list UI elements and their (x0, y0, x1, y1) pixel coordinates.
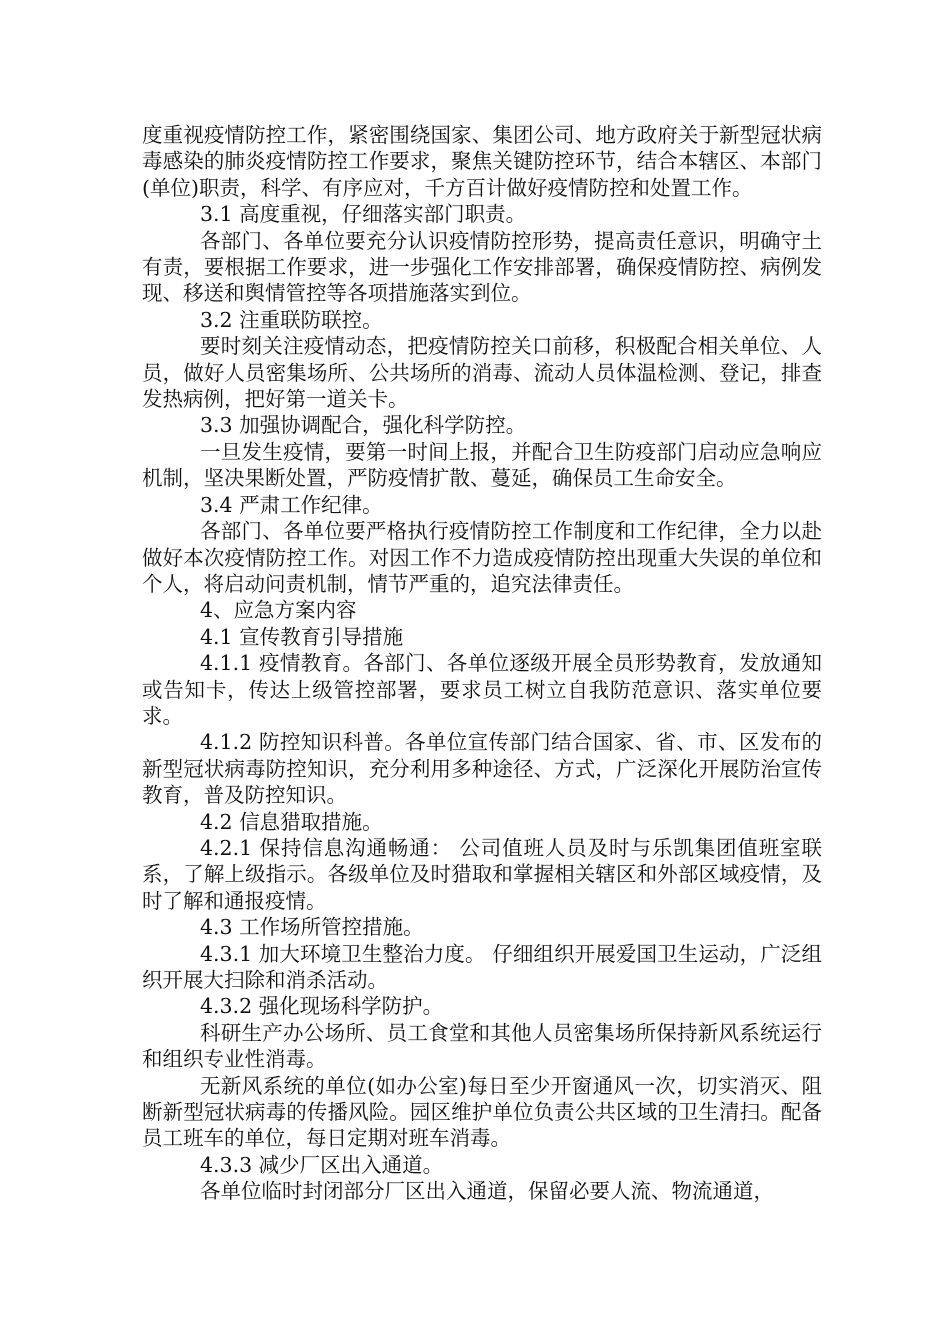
paragraph-4-3-2-body-b: 无新风系统的单位(如办公室)每日至少开窗通风一次，切实消灭、阻断新型冠状病毒的传播风险。园区维护单位负责公共区域的卫生清扫。配备员工班车的单位，每日定期对班车消毒。 (142, 1073, 822, 1151)
heading-3-2: 3.2 注重联防联控。 (200, 307, 383, 332)
document-body (142, 122, 822, 1205)
heading-4-2: 4.2 信息猎取措施。 (200, 809, 383, 834)
paragraph-3-4-body: 各部门、各单位要严格执行疫情防控工作制度和工作纪律，全力以赴做好本次疫情防控工作。对因工作不力造成疫情防控出现重大失误的单位和个人，将启动问责机制，情节严重的，追究法律责任。 (142, 519, 822, 596)
heading-4-1: 4.1 宣传教育引导措施 (200, 624, 404, 649)
paragraph-4-3-3-body: 各单位临时封闭部分厂区出入通道，保留必要人流、物流通道， (200, 1179, 774, 1204)
heading-3-1: 3.1 高度重视，仔细落实部门职责。 (200, 202, 527, 227)
paragraph-3-1-body: 各部门、各单位要充分认识疫情防控形势，提高责任意识，明确守土有责，要根据工作要求，进一步强化工作安排部署，确保疫情防控、病例发现、移送和舆情管控等各项措施落实到位。 (142, 228, 822, 306)
paragraph-4-1-2: 4.1.2 防控知识科普。各单位宣传部门结合国家、省、市、区发布的新型冠状病毒防控知识，充分利用多种途径、方式，广泛深化开展防治宣传教育，普及防控知识。 (142, 730, 822, 808)
paragraph-continuation: 度重视疫情防控工作，紧密围绕国家、集团公司、地方政府关于新型冠状病毒感染的肺炎疫情防控工作要求，聚焦关键防控环节，结合本辖区、本部门(单位)职责，科学、有序应对，千方百计做好疫情防控和处置工作。 (142, 123, 822, 200)
paragraph-3-2-body: 要时刻关注疫情动态，把疫情防控关口前移，积极配合相关单位、人员，做好人员密集场所、公共场所的消毒、流动人员体温检测、登记，排查发热病例，把好第一道关卡。 (142, 334, 822, 412)
paragraph-4-2-1: 4.2.1 保持信息沟通畅通： 公司值班人员及时与乐凯集团值班室联系，了解上级指示。各级单位及时猎取和掌握相关辖区和外部区域疫情，及时了解和通报疫情。 (142, 835, 822, 913)
heading-4-3-3: 4.3.3 减少厂区出入通道。 (200, 1152, 444, 1177)
heading-3-3: 3.3 加强协调配合，强化科学防控。 (200, 413, 527, 438)
heading-4-3-2: 4.3.2 强化现场科学防护。 (200, 994, 444, 1019)
heading-3-4: 3.4 严肃工作纪律。 (200, 492, 383, 517)
paragraph-4-3-1: 4.3.1 加大环境卫生整治力度。 仔细组织开展爱国卫生运动，广泛组织开展大扫除和消杀活动。 (142, 941, 822, 992)
paragraph-4-3-2-body-a: 科研生产办公场所、员工食堂和其他人员密集场所保持新风系统运行和组织专业性消毒。 (142, 1020, 822, 1072)
heading-4: 4、应急方案内容 (200, 598, 357, 623)
paragraph-4-1-1: 4.1.1 疫情教育。各部门、各单位逐级开展全员形势教育，发放通知或告知卡，传达上级管控部署，要求员工树立自我防范意识、落实单位要求。 (142, 651, 822, 728)
heading-4-3: 4.3 工作场所管控措施。 (200, 915, 424, 940)
paragraph-3-3-body: 一旦发生疫情，要第一时间上报，并配合卫生防疫部门启动应急响应机制，坚决果断处置，严防疫情扩散、蔓延，确保员工生命安全。 (142, 439, 822, 491)
